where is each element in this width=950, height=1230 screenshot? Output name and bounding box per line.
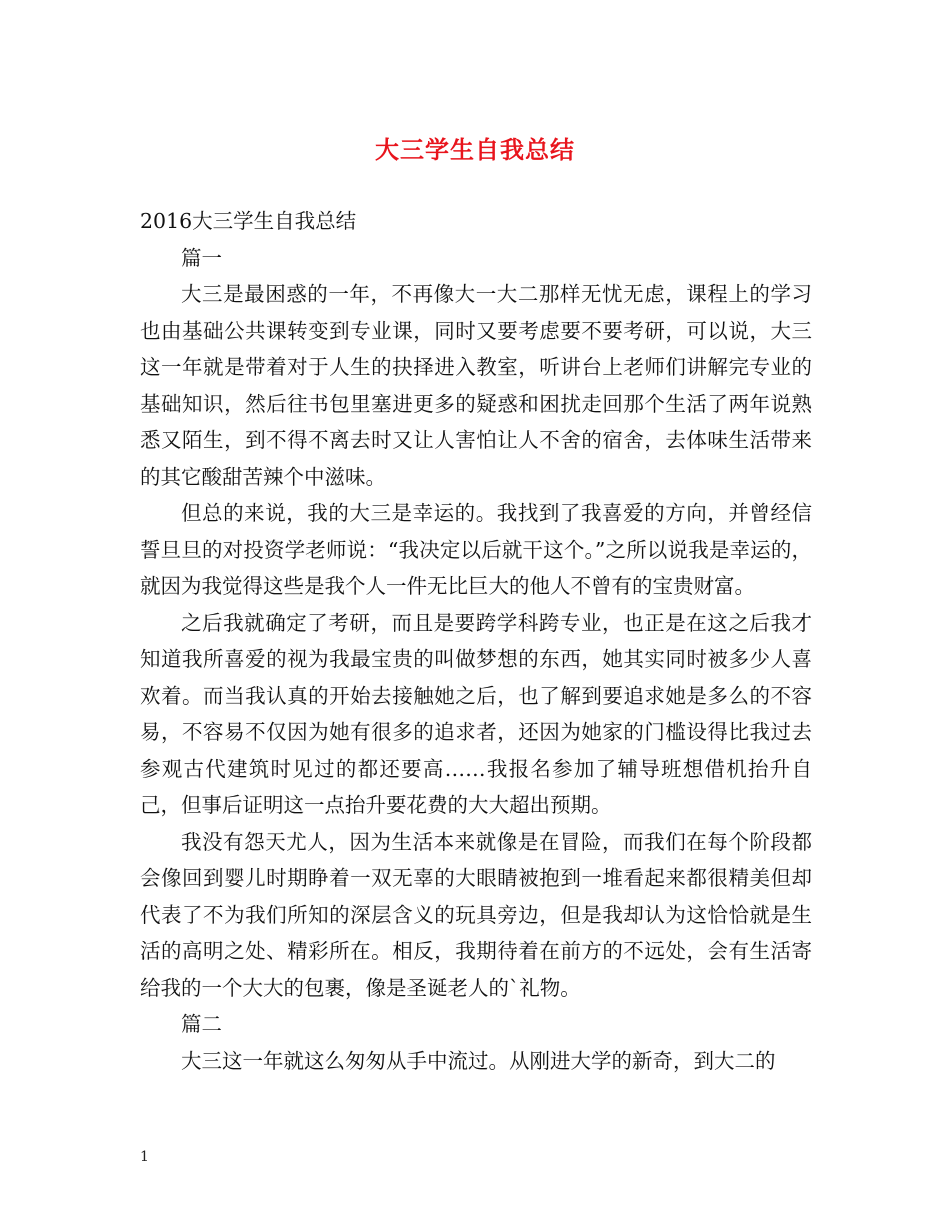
paragraph: 但总的来说，我的大三是幸运的。我找到了我喜爱的方向，并曾经信誓旦旦的对投资学老师说：“我决定以后就干这个。”之所以说我是幸运的，就因为我觉得这些是我个人一件无比巨大的他人不曾有的宝贵财富。 bbox=[140, 501, 812, 598]
paragraph: 之后我就确定了考研，而且是要跨学科跨专业，也正是在这之后我才知道我所喜爱的视为我最宝贵的叫做梦想的东西，她其实同时被多少人喜欢着。而当我认真的开始去接触她之后，也了解到要追求她是多么的不容易，不容易不仅因为她有很多的追求者，还因为她家的门槛设得比我过去参观古代建筑时见过的都还要高……我报名参加了辅导班想借机抬升自己，但事后证明这一点抬升要花费的大大超出预期。 bbox=[140, 610, 812, 817]
paragraph: 我没有怨天尤人，因为生活本来就像是在冒险，而我们在每个阶段都会像回到婴儿时期睁着一双无辜的大眼睛被抱到一堆看起来都很精美但却代表了不为我们所知的深层含义的玩具旁边，但是我却认为这恰恰就是生活的高明之处、精彩所在。相反，我期待着在前方的不远处，会有生活寄给我的一个大大的包裹，像是圣诞老人的`礼物。 bbox=[140, 829, 812, 1000]
paragraph: 大三是最困惑的一年，不再像大一大二那样无忧无虑，课程上的学习也由基础公共课转变到专业课，同时又要考虑要不要考研，可以说，大三这一年就是带着对于人生的抉择进入教室，听讲台上老师们讲解完专业的基础知识，然后往书包里塞进更多的疑惑和困扰走回那个生活了两年说熟悉又陌生，到不得不离去时又让人害怕让人不舍的宿舍，去体味生活带来的其它酸甜苦辣个中滋味。 bbox=[140, 282, 812, 489]
document-body bbox=[140, 203, 812, 1079]
document-subtitle: 2016大三学生自我总结 bbox=[140, 209, 357, 233]
section-heading-2: 篇二 bbox=[181, 1012, 222, 1036]
document-title: 大三学生自我总结 bbox=[375, 135, 575, 164]
page-number: 1 bbox=[140, 1149, 149, 1165]
paragraph: 大三这一年就这么匆匆从手中流过。从刚进大学的新奇，到大二的 bbox=[181, 1048, 776, 1073]
section-heading-1: 篇一 bbox=[181, 245, 222, 270]
